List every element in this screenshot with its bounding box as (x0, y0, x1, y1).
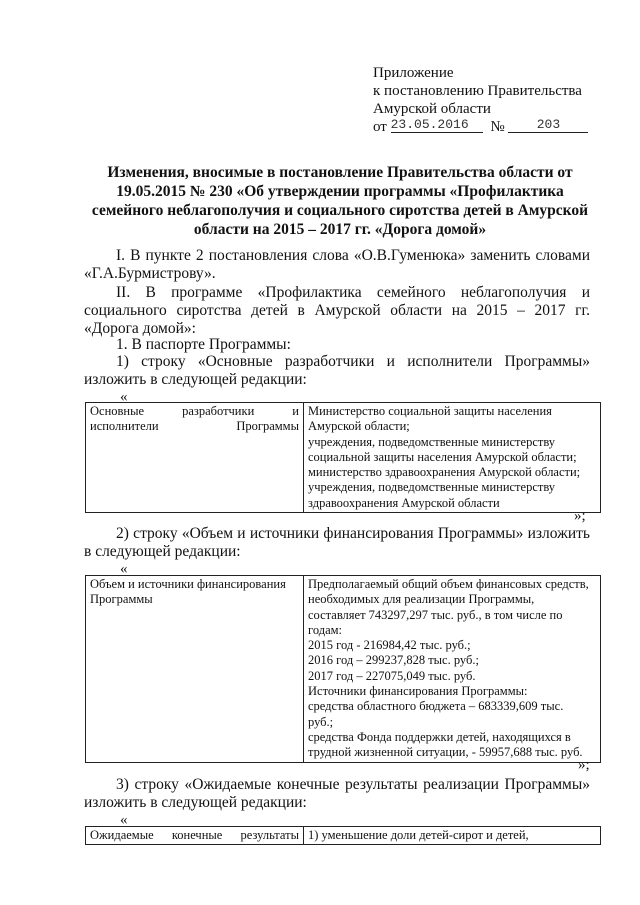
document-title (84, 163, 596, 239)
from-label: от (373, 119, 387, 135)
table-cell-value (304, 827, 601, 845)
appendix-date-line (373, 118, 613, 136)
table-cell-value (304, 576, 601, 763)
close-quote-1: »; (574, 508, 586, 524)
cell-line: Министерство социальной защиты населения (308, 404, 552, 418)
paragraph-3: 1. В паспорте Программы: (116, 336, 291, 353)
decree-date: 23.05.2016 (391, 117, 483, 133)
cell-line: необходимых для реализации Программы, (308, 592, 535, 607)
table-cell-value (304, 403, 601, 513)
cell-line: средства областного бюджета – 683339,609 тыс. (308, 699, 564, 714)
paragraph-4: 1) строку «Основные разработчики и исполнители Программы» изложить в следующей редакции: (84, 353, 590, 388)
title-line-3: семейного неблагополучия и социального сиротства детей в Амурской (91, 202, 589, 219)
cell-text: Основные разработчики и исполнители Программы (90, 404, 299, 434)
paragraph-6: 3) строку «Ожидаемые конечные результаты реализации Программы» изложить в следующей редакции: (84, 776, 590, 811)
title-line-1: Изменения, вносимые в постановление Правительства области от (107, 164, 573, 181)
paragraph-2: II. В программе «Профилактика семейного неблагополучия и социального сиротства детей в Амурской области на 2015 – 2017 гг. «Дорога домой»: (84, 284, 590, 337)
table-cell-label (86, 827, 304, 845)
paragraph-5: 2) строку «Объем и источники финансирования Программы» изложить в следующей редакции: (84, 525, 590, 560)
table-cell-label (86, 403, 304, 513)
appendix-line-1: Приложение (373, 65, 454, 81)
cell-line: министерство здравоохранения Амурской области; (308, 465, 581, 480)
cell-line: 2017 год – 227075,049 тыс. руб. (308, 668, 476, 683)
cell-line: 2016 год – 299237,828 тыс. руб.; (308, 653, 479, 668)
table-financing (85, 575, 601, 763)
close-quote-2: »; (578, 757, 590, 773)
cell-line: 2015 год - 216984,42 тыс. руб.; (308, 638, 471, 653)
title-line-2: 19.05.2015 № 230 «Об утверждении программы «Профилактика (116, 183, 564, 200)
table-row (86, 576, 601, 763)
number-label: № (490, 119, 505, 135)
cell-line: руб.; (308, 714, 334, 729)
cell-line: Предполагаемый общий объем финансовых средств, (308, 577, 589, 591)
cell-line: социальной защиты населения Амурской области; (308, 449, 577, 464)
appendix-block (373, 64, 613, 136)
appendix-line-3: Амурской области (373, 101, 491, 117)
cell-text: Объем и источники финансирования Программы (90, 577, 286, 607)
cell-line: годам: (308, 622, 342, 637)
table-cell-label (86, 576, 304, 763)
table-row (86, 403, 601, 513)
open-quote-3: « (120, 812, 128, 828)
paragraph-1: I. В пункте 2 постановления слова «О.В.Гуменюка» заменить словами «Г.А.Бурмистрову». (84, 247, 590, 282)
open-quote-2: « (120, 561, 128, 577)
table-results (85, 826, 601, 845)
appendix-line-2: к постановлению Правительства (373, 83, 582, 99)
title-line-4: области на 2015 – 2017 гг. «Дорога домой» (193, 221, 487, 238)
cell-line: составляет 743297,297 тыс. руб., в том числе по (308, 607, 563, 622)
decree-number: 203 (508, 117, 588, 133)
table-developers (85, 402, 601, 513)
cell-line: учреждения, подведомственные министерству (308, 480, 556, 495)
cell-text: Ожидаемые конечные результаты (90, 828, 299, 842)
cell-line: трудной жизненной ситуации, - 59957,688 тыс. руб. (308, 745, 583, 760)
cell-line: Амурской области; (308, 419, 410, 434)
cell-line: учреждения, подведомственные министерству (308, 434, 556, 449)
open-quote-1: « (120, 389, 128, 405)
cell-line: здравоохранения Амурской области (308, 495, 500, 510)
cell-line: 1) уменьшение доли детей-сирот и детей, (308, 828, 529, 842)
cell-line: средства Фонда поддержки детей, находящихся в (308, 729, 571, 744)
cell-line: Источники финансирования Программы: (308, 684, 528, 699)
table-row (86, 827, 601, 845)
